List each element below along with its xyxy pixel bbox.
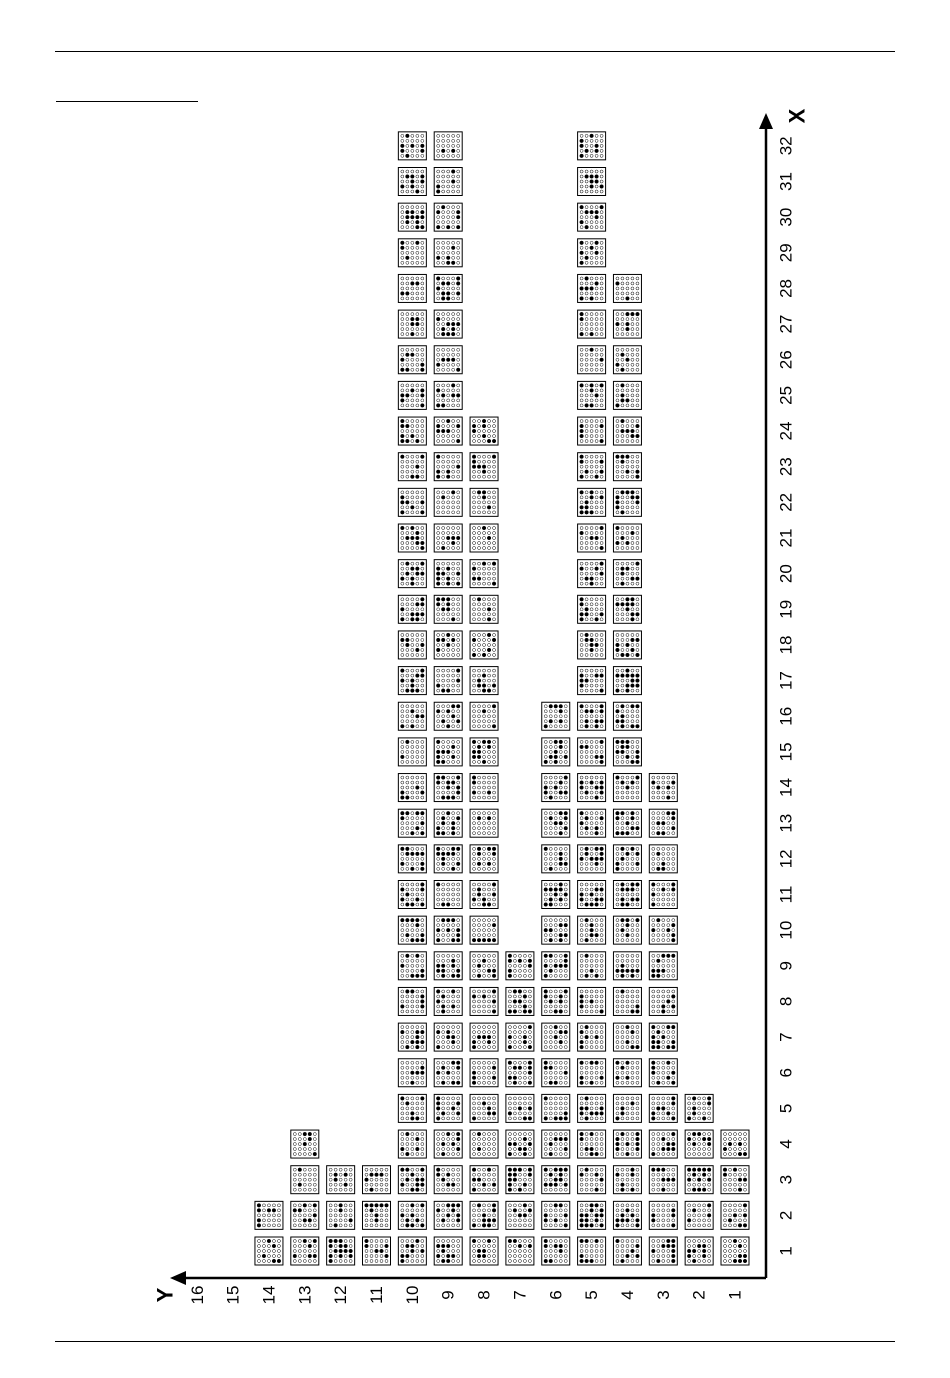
pattern-cell [434,274,462,302]
pattern-cell [398,524,426,552]
x-tick-label: 8 [776,996,796,1007]
pattern-cell [506,1166,534,1194]
pattern-cell [470,738,498,766]
pattern-cell [578,631,606,659]
x-tick-label: 6 [776,1068,796,1078]
x-tick-label: 1 [776,1246,796,1256]
pattern-cell [291,1166,319,1194]
pattern-cell [613,1059,641,1087]
pattern-cell [327,1201,355,1229]
pattern-cell [470,631,498,659]
pattern-cell [578,1166,606,1194]
pattern-cell [398,1094,426,1122]
pattern-cell [434,916,462,944]
pattern-cell [434,1094,462,1122]
pattern-cell [434,453,462,481]
pattern-cell [434,168,462,196]
pattern-cell [578,1023,606,1051]
pattern-cell [470,916,498,944]
pattern-cell [434,774,462,802]
pattern-cell [578,845,606,873]
pattern-cell [506,1237,534,1265]
pattern-cell [613,774,641,802]
pattern-cell [685,1166,713,1194]
x-tick-label: 7 [776,1032,796,1042]
pattern-cell [578,239,606,267]
pattern-cell [398,239,426,267]
pattern-cell [649,1166,677,1194]
pattern-cell [434,310,462,338]
pattern-cell [649,952,677,980]
pattern-cell [506,1023,534,1051]
pattern-cell [291,1130,319,1158]
x-tick-label: 12 [776,849,796,869]
y-axis-title: Y [152,1287,178,1303]
x-tick-label: 19 [776,599,796,619]
pattern-cell [578,952,606,980]
x-tick-label: 29 [776,243,796,263]
pattern-cell [434,1023,462,1051]
pattern-cell [470,1130,498,1158]
pattern-cell [649,881,677,909]
pattern-cell [470,987,498,1015]
pattern-cell [578,1130,606,1158]
pattern-cell [434,417,462,445]
pattern-cell [398,845,426,873]
pattern-cell [613,381,641,409]
pattern-cell [578,809,606,837]
pattern-cell [434,881,462,909]
pattern-cell [363,1201,391,1229]
x-tick-label: 16 [776,706,796,726]
pattern-cell [542,809,570,837]
pattern-cell [398,488,426,516]
pattern-cell [255,1201,283,1229]
pattern-cell [542,1166,570,1194]
y-tick-label: 9 [438,1290,458,1300]
pattern-cell [542,738,570,766]
pattern-cell [506,987,534,1015]
pattern-cell [327,1166,355,1194]
pattern-cell [578,1237,606,1265]
pattern-cell [721,1201,749,1229]
pattern-cell [578,381,606,409]
pattern-cell [542,1201,570,1229]
pattern-cell [398,1237,426,1265]
pattern-cell [470,809,498,837]
pattern-cell [578,987,606,1015]
pattern-cell [506,1130,534,1158]
y-axis-arrow [170,1271,186,1285]
pattern-cell [613,524,641,552]
pattern-cell [506,1201,534,1229]
pattern-cell [470,524,498,552]
pattern-cell [649,1201,677,1229]
x-tick-label: 10 [776,920,796,940]
pattern-cell [613,346,641,374]
pattern-cell [578,1201,606,1229]
y-tick-label: 8 [474,1290,494,1300]
pattern-cell [434,239,462,267]
pattern-cell [578,1059,606,1087]
pattern-cell [578,346,606,374]
pattern-cell [434,560,462,588]
pattern-cell [470,453,498,481]
pattern-cell [613,453,641,481]
pattern-cell [470,702,498,730]
pattern-cell [398,1201,426,1229]
pattern-cell [398,738,426,766]
pattern-cell [578,738,606,766]
pattern-cell [398,809,426,837]
pattern-cell [434,132,462,160]
pattern-cell [578,667,606,695]
pattern-cell [578,274,606,302]
pattern-cell [470,1166,498,1194]
pattern-cell [434,346,462,374]
pattern-cell [721,1130,749,1158]
pattern-cell [398,132,426,160]
pattern-cell [542,916,570,944]
pattern-cell [398,381,426,409]
pattern-cell [649,1059,677,1087]
y-tick-label: 12 [331,1285,351,1305]
pattern-cell [613,1023,641,1051]
pattern-cell [470,1201,498,1229]
x-tick-label: 14 [776,778,796,798]
pattern-cell [434,1166,462,1194]
pattern-cell [685,1237,713,1265]
pattern-cell [613,1094,641,1122]
pattern-cell [434,702,462,730]
y-tick-label: 5 [582,1290,602,1300]
y-tick-label: 16 [187,1285,207,1305]
pattern-cell [542,845,570,873]
y-tick-label: 11 [367,1286,386,1304]
x-tick-label: 27 [776,314,796,334]
x-tick-label: 28 [776,278,796,298]
pattern-cell [470,845,498,873]
pattern-cell [613,702,641,730]
pattern-cell [434,667,462,695]
pattern-cell [434,1059,462,1087]
pattern-cell [649,916,677,944]
pattern-cell [613,595,641,623]
y-tick-label: 10 [402,1285,422,1305]
pattern-cell [434,809,462,837]
pattern-cell [542,1237,570,1265]
pattern-cell [398,203,426,231]
pattern-cell [398,987,426,1015]
pattern-cell [506,1094,534,1122]
pattern-cell [613,916,641,944]
pattern-cell [327,1237,355,1265]
pattern-cell [578,774,606,802]
pattern-cell [542,1130,570,1158]
x-tick-label: 17 [776,671,796,691]
pattern-cell [398,916,426,944]
pattern-cell [578,1094,606,1122]
pattern-cell [398,702,426,730]
pattern-cell [649,1094,677,1122]
pattern-cell [578,417,606,445]
x-tick-label: 24 [776,421,796,441]
y-tick-label: 15 [223,1285,243,1305]
y-tick-label: 2 [689,1290,709,1300]
y-tick-label: 7 [510,1290,530,1300]
pattern-cell [506,952,534,980]
y-tick-label: 4 [617,1290,637,1300]
pattern-cell [578,310,606,338]
x-tick-label: 5 [776,1103,796,1114]
pattern-cells [255,132,749,1265]
pattern-cell [398,631,426,659]
pattern-cell [363,1237,391,1265]
pattern-cell [578,524,606,552]
pattern-cell [434,381,462,409]
pattern-cell [398,881,426,909]
pattern-cell [398,417,426,445]
pattern-cell [649,987,677,1015]
pattern-cell [434,1237,462,1265]
pattern-cell [291,1237,319,1265]
pattern-cell [721,1237,749,1265]
pattern-cell [434,952,462,980]
pattern-cell [398,1059,426,1087]
x-axis-arrow [759,113,773,129]
pattern-cell [542,1023,570,1051]
pattern-cell [578,488,606,516]
pattern-cell [578,168,606,196]
pattern-cell [685,1094,713,1122]
pattern-cell [542,952,570,980]
y-tick-label: 1 [725,1290,745,1300]
pattern-cell [721,1166,749,1194]
pattern-cell [578,881,606,909]
pattern-cell [613,952,641,980]
pattern-cell [613,310,641,338]
x-axis-title: X [784,108,810,124]
x-tick-label: 20 [776,564,796,584]
x-tick-labels [777,136,796,1255]
pattern-cell [649,845,677,873]
pattern-cell [649,1130,677,1158]
pattern-cell [470,774,498,802]
y-tick-labels [188,1286,745,1305]
pattern-cell [434,631,462,659]
pattern-cell [578,453,606,481]
pattern-cell [434,738,462,766]
pattern-cell [470,595,498,623]
x-tick-label: 15 [776,742,796,762]
pattern-cell [470,1094,498,1122]
y-tick-label: 3 [653,1290,673,1300]
pattern-cell [685,1130,713,1158]
pattern-cell [613,738,641,766]
x-tick-label: 30 [776,207,796,227]
x-tick-label: 32 [776,136,796,156]
pattern-cell [434,524,462,552]
pattern-cell [398,168,426,196]
pattern-cell [685,1201,713,1229]
x-tick-label: 18 [776,635,796,655]
pattern-cell [398,274,426,302]
pattern-cell [542,774,570,802]
x-tick-label: 23 [776,457,796,477]
pattern-cell [434,987,462,1015]
pattern-cell [470,881,498,909]
y-tick-label: 6 [546,1290,566,1300]
x-tick-label: 31 [776,172,796,191]
pattern-cell [398,774,426,802]
pattern-cell [613,1201,641,1229]
y-tick-label: 13 [295,1285,315,1305]
pattern-cell [613,560,641,588]
pattern-cell [434,595,462,623]
pattern-cell [291,1201,319,1229]
pattern-cell [613,417,641,445]
pattern-cell [613,845,641,873]
pattern-cell [613,667,641,695]
pattern-cell [542,987,570,1015]
pattern-cell [398,952,426,980]
pattern-cell [363,1166,391,1194]
x-tick-label: 9 [776,961,796,971]
pattern-cell [649,1237,677,1265]
pattern-cell [434,488,462,516]
pattern-cell [398,346,426,374]
x-tick-label: 22 [776,492,796,512]
pattern-cell [434,845,462,873]
pattern-cell [613,1166,641,1194]
pattern-cell [398,453,426,481]
x-tick-label: 21 [776,528,796,548]
pattern-cell [434,1201,462,1229]
x-tick-label: 2 [776,1210,796,1221]
y-tick-label: 14 [259,1285,279,1305]
x-tick-label: 3 [776,1174,796,1185]
pattern-cell [613,881,641,909]
pattern-cell [613,809,641,837]
pattern-cell [649,774,677,802]
pattern-cell [613,1237,641,1265]
pattern-cell [398,1166,426,1194]
x-tick-label: 26 [776,350,796,370]
x-tick-label: 25 [776,385,796,405]
pattern-cell [578,702,606,730]
pattern-cell [578,595,606,623]
pattern-cell [470,560,498,588]
pattern-cell [613,987,641,1015]
x-tick-label: 11 [776,885,796,904]
pattern-cell [613,274,641,302]
pattern-cell [398,310,426,338]
pattern-cell [470,1237,498,1265]
pattern-cell [613,1130,641,1158]
pattern-cell [542,702,570,730]
x-tick-label: 13 [776,813,796,833]
pattern-cell [542,881,570,909]
pattern-cell [470,952,498,980]
pattern-cell [613,488,641,516]
pattern-cell [398,667,426,695]
pattern-cell [470,417,498,445]
x-tick-label: 4 [776,1139,796,1149]
pattern-cell [578,132,606,160]
pattern-cell [649,1023,677,1051]
pattern-cell [649,809,677,837]
pattern-cell [398,595,426,623]
pattern-cell [613,631,641,659]
pattern-cell [506,1059,534,1087]
pattern-cell [578,203,606,231]
pattern-cell [578,916,606,944]
pattern-cell [470,488,498,516]
pattern-cell [470,1023,498,1051]
pattern-cell [542,1094,570,1122]
pattern-cell [470,667,498,695]
pattern-cell [542,1059,570,1087]
pattern-cell [398,1130,426,1158]
pattern-cell [434,203,462,231]
pattern-cell [434,1130,462,1158]
pattern-cell [470,1059,498,1087]
pattern-cell [255,1237,283,1265]
pattern-cell [578,560,606,588]
pattern-cell [398,1023,426,1051]
pattern-cell [398,560,426,588]
